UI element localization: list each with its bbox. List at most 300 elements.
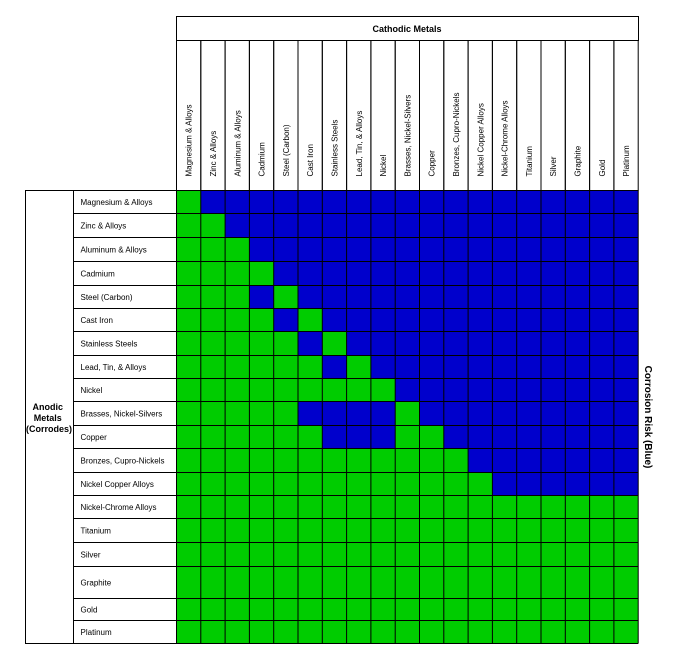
risk-cell [274, 309, 298, 332]
risk-cell [614, 473, 638, 496]
safe-cell [347, 567, 371, 599]
risk-cell [492, 449, 516, 473]
row-header-label: Lead, Tin, & Alloys [80, 363, 147, 372]
safe-cell [517, 519, 541, 543]
safe-cell [201, 286, 225, 309]
safe-cell [201, 449, 225, 473]
risk-cell [565, 309, 589, 332]
safe-cell [177, 238, 201, 262]
risk-cell [614, 309, 638, 332]
risk-cell [517, 356, 541, 379]
safe-cell [298, 496, 322, 519]
row-header-label: Nickel Copper Alloys [80, 480, 154, 489]
safe-cell [468, 599, 492, 621]
risk-cell [614, 402, 638, 426]
risk-cell [565, 332, 589, 356]
safe-cell [371, 473, 395, 496]
risk-cell [468, 214, 492, 238]
safe-cell [614, 519, 638, 543]
safe-cell [517, 599, 541, 621]
risk-cell [420, 191, 444, 214]
row-header-label: Graphite [80, 578, 112, 588]
safe-cell [225, 356, 249, 379]
risk-cell [517, 449, 541, 473]
safe-cell [274, 449, 298, 473]
safe-cell [565, 543, 589, 567]
risk-cell [492, 238, 516, 262]
safe-cell [298, 379, 322, 402]
risk-cell [347, 238, 371, 262]
safe-cell [322, 519, 346, 543]
safe-cell [347, 519, 371, 543]
risk-cell [444, 191, 468, 214]
risk-cell [298, 238, 322, 262]
risk-cell [614, 214, 638, 238]
safe-cell [444, 621, 468, 644]
risk-cell [590, 262, 614, 286]
risk-cell [492, 191, 516, 214]
safe-cell [541, 496, 565, 519]
safe-cell [590, 599, 614, 621]
safe-cell [517, 543, 541, 567]
risk-cell [420, 332, 444, 356]
safe-cell [225, 262, 249, 286]
column-header-label: Nickel Copper Alloys [476, 103, 486, 177]
risk-cell [541, 449, 565, 473]
safe-cell [395, 543, 419, 567]
safe-cell [225, 238, 249, 262]
safe-cell [274, 543, 298, 567]
risk-cell [590, 379, 614, 402]
risk-cell [614, 286, 638, 309]
column-header-label: Copper [427, 150, 437, 177]
risk-cell [541, 214, 565, 238]
risk-cell [590, 191, 614, 214]
risk-cell [249, 191, 273, 214]
risk-cell [517, 214, 541, 238]
column-header-label: Cadmium [257, 142, 267, 177]
risk-cell [614, 379, 638, 402]
risk-cell [444, 262, 468, 286]
safe-cell [468, 567, 492, 599]
safe-cell [225, 496, 249, 519]
row-header-label: Stainless Steels [80, 339, 138, 349]
safe-cell [249, 567, 273, 599]
risk-cell [371, 191, 395, 214]
risk-cell [298, 214, 322, 238]
risk-cell [517, 309, 541, 332]
safe-cell [298, 473, 322, 496]
safe-cell [298, 426, 322, 449]
column-header-label: Aluminum & Alloys [233, 110, 243, 177]
risk-cell [420, 214, 444, 238]
safe-cell [249, 262, 273, 286]
risk-cell [444, 379, 468, 402]
risk-cell [395, 356, 419, 379]
safe-cell [517, 567, 541, 599]
safe-cell [395, 599, 419, 621]
risk-cell [468, 286, 492, 309]
risk-cell [420, 402, 444, 426]
risk-cell [541, 191, 565, 214]
column-header-label: Stainless Steels [330, 119, 340, 177]
safe-cell [177, 286, 201, 309]
safe-cell [395, 473, 419, 496]
risk-cell [444, 214, 468, 238]
safe-cell [177, 191, 201, 214]
safe-cell [395, 567, 419, 599]
risk-cell [371, 309, 395, 332]
safe-cell [274, 519, 298, 543]
risk-cell [371, 262, 395, 286]
safe-cell [614, 567, 638, 599]
safe-cell [249, 543, 273, 567]
safe-cell [249, 496, 273, 519]
safe-cell [492, 496, 516, 519]
risk-cell [298, 402, 322, 426]
safe-cell [201, 238, 225, 262]
safe-cell [444, 599, 468, 621]
safe-cell [177, 309, 201, 332]
safe-cell [225, 567, 249, 599]
risk-cell [590, 332, 614, 356]
safe-cell [201, 332, 225, 356]
risk-cell [322, 214, 346, 238]
risk-cell [420, 262, 444, 286]
safe-cell [541, 519, 565, 543]
safe-cell [444, 473, 468, 496]
safe-cell [225, 543, 249, 567]
risk-cell [565, 214, 589, 238]
cathodic-header: Cathodic Metals [372, 24, 442, 34]
safe-cell [395, 621, 419, 644]
safe-cell [420, 426, 444, 449]
risk-cell [468, 191, 492, 214]
row-header-label: Steel (Carbon) [80, 293, 133, 302]
safe-cell [274, 473, 298, 496]
safe-cell [347, 379, 371, 402]
risk-cell [492, 332, 516, 356]
safe-cell [517, 496, 541, 519]
risk-cell [225, 214, 249, 238]
safe-cell [614, 621, 638, 644]
risk-cell [468, 449, 492, 473]
risk-cell [590, 426, 614, 449]
safe-cell [322, 543, 346, 567]
risk-cell [614, 238, 638, 262]
risk-cell [492, 356, 516, 379]
risk-cell [371, 402, 395, 426]
risk-cell [201, 191, 225, 214]
risk-cell [395, 262, 419, 286]
safe-cell [371, 567, 395, 599]
safe-cell [201, 599, 225, 621]
risk-cell [371, 356, 395, 379]
safe-cell [347, 543, 371, 567]
safe-cell [395, 426, 419, 449]
risk-cell [517, 262, 541, 286]
anodic-header-line-2: Metals [33, 413, 62, 423]
risk-cell [347, 262, 371, 286]
corrosion-risk-label: Corrosion Risk (Blue) [642, 365, 653, 469]
safe-cell [177, 519, 201, 543]
risk-cell [395, 238, 419, 262]
safe-cell [177, 379, 201, 402]
safe-cell [274, 496, 298, 519]
safe-cell [177, 402, 201, 426]
risk-cell [541, 262, 565, 286]
safe-cell [298, 309, 322, 332]
risk-cell [322, 286, 346, 309]
row-header-label: Titanium [80, 526, 111, 536]
risk-cell [322, 262, 346, 286]
safe-cell [249, 449, 273, 473]
safe-cell [274, 286, 298, 309]
safe-cell [225, 519, 249, 543]
risk-cell [541, 379, 565, 402]
column-header-label: Magnesium & Alloys [184, 104, 194, 177]
risk-cell [322, 356, 346, 379]
column-header-label: Brasses, Nickel-Silvers [403, 94, 413, 177]
risk-cell [590, 286, 614, 309]
risk-cell [322, 191, 346, 214]
safe-cell [225, 309, 249, 332]
risk-cell [347, 332, 371, 356]
safe-cell [614, 599, 638, 621]
safe-cell [590, 567, 614, 599]
risk-cell [590, 214, 614, 238]
risk-cell [541, 356, 565, 379]
safe-cell [347, 449, 371, 473]
safe-cell [201, 473, 225, 496]
risk-cell [614, 449, 638, 473]
safe-cell [249, 332, 273, 356]
risk-cell [565, 356, 589, 379]
risk-cell [371, 238, 395, 262]
risk-cell [274, 262, 298, 286]
risk-cell [444, 286, 468, 309]
safe-cell [565, 567, 589, 599]
safe-cell [565, 621, 589, 644]
safe-cell [201, 309, 225, 332]
safe-cell [492, 519, 516, 543]
safe-cell [492, 621, 516, 644]
risk-cell [517, 402, 541, 426]
safe-cell [274, 332, 298, 356]
risk-cell [517, 426, 541, 449]
anodic-header-line-3: (Corrodes) [25, 424, 73, 434]
risk-cell [444, 332, 468, 356]
risk-cell [395, 309, 419, 332]
safe-cell [201, 426, 225, 449]
safe-cell [201, 567, 225, 599]
safe-cell [201, 519, 225, 543]
safe-cell [201, 621, 225, 644]
risk-cell [444, 402, 468, 426]
safe-cell [614, 543, 638, 567]
safe-cell [225, 449, 249, 473]
risk-cell [322, 426, 346, 449]
risk-cell [590, 356, 614, 379]
risk-cell [590, 309, 614, 332]
risk-cell [468, 309, 492, 332]
safe-cell [322, 473, 346, 496]
risk-cell [614, 191, 638, 214]
risk-cell [468, 262, 492, 286]
risk-cell [565, 379, 589, 402]
risk-cell [468, 379, 492, 402]
safe-cell [468, 621, 492, 644]
risk-cell [565, 191, 589, 214]
safe-cell [177, 496, 201, 519]
safe-cell [444, 496, 468, 519]
risk-cell [298, 286, 322, 309]
risk-cell [395, 332, 419, 356]
risk-cell [347, 191, 371, 214]
safe-cell [177, 426, 201, 449]
safe-cell [249, 379, 273, 402]
safe-cell [225, 621, 249, 644]
safe-cell [614, 496, 638, 519]
safe-cell [201, 496, 225, 519]
risk-cell [468, 332, 492, 356]
risk-cell [590, 238, 614, 262]
column-header-label: Cast Iron [306, 144, 316, 177]
safe-cell [201, 262, 225, 286]
safe-cell [371, 599, 395, 621]
risk-cell [614, 426, 638, 449]
risk-cell [492, 286, 516, 309]
risk-cell [517, 191, 541, 214]
risk-cell [444, 356, 468, 379]
safe-cell [541, 621, 565, 644]
column-header-label: Graphite [573, 145, 583, 177]
risk-cell [541, 332, 565, 356]
safe-cell [444, 567, 468, 599]
row-header-label: Nickel [80, 386, 103, 395]
safe-cell [395, 496, 419, 519]
risk-cell [444, 238, 468, 262]
risk-cell [347, 402, 371, 426]
row-header-label: Platinum [80, 628, 112, 637]
safe-cell [420, 449, 444, 473]
risk-cell [565, 449, 589, 473]
risk-cell [541, 238, 565, 262]
row-header-label: Magnesium & Alloys [80, 198, 153, 207]
safe-cell [201, 402, 225, 426]
safe-cell [492, 599, 516, 621]
safe-cell [590, 519, 614, 543]
risk-cell [492, 426, 516, 449]
risk-cell [565, 426, 589, 449]
safe-cell [249, 402, 273, 426]
risk-cell [322, 309, 346, 332]
risk-cell [541, 309, 565, 332]
risk-cell [420, 379, 444, 402]
safe-cell [249, 426, 273, 449]
risk-cell [565, 473, 589, 496]
safe-cell [177, 567, 201, 599]
safe-cell [177, 449, 201, 473]
safe-cell [565, 519, 589, 543]
risk-cell [492, 309, 516, 332]
safe-cell [249, 356, 273, 379]
risk-cell [468, 402, 492, 426]
safe-cell [468, 519, 492, 543]
safe-cell [322, 379, 346, 402]
risk-cell [541, 286, 565, 309]
risk-cell [614, 332, 638, 356]
row-header-label: Zinc & Alloys [80, 221, 127, 231]
risk-cell [420, 356, 444, 379]
safe-cell [322, 621, 346, 644]
safe-cell [590, 621, 614, 644]
safe-cell [492, 567, 516, 599]
risk-cell [395, 286, 419, 309]
column-header-label: Zinc & Alloys [208, 130, 218, 177]
column-header-label: Platinum [622, 145, 632, 177]
safe-cell [420, 519, 444, 543]
risk-cell [444, 309, 468, 332]
risk-cell [347, 309, 371, 332]
safe-cell [274, 426, 298, 449]
risk-cell [492, 402, 516, 426]
safe-cell [274, 356, 298, 379]
risk-cell [420, 238, 444, 262]
safe-cell [177, 356, 201, 379]
safe-cell [298, 599, 322, 621]
risk-cell [249, 286, 273, 309]
risk-cell [371, 332, 395, 356]
row-header-label: Silver [80, 550, 101, 560]
risk-cell [395, 214, 419, 238]
safe-cell [395, 402, 419, 426]
risk-cell [541, 426, 565, 449]
safe-cell [298, 519, 322, 543]
safe-cell [541, 567, 565, 599]
safe-cell [371, 621, 395, 644]
risk-cell [517, 379, 541, 402]
risk-cell [347, 426, 371, 449]
safe-cell [177, 262, 201, 286]
safe-cell [395, 449, 419, 473]
safe-cell [590, 496, 614, 519]
risk-cell [468, 426, 492, 449]
safe-cell [322, 449, 346, 473]
risk-cell [274, 238, 298, 262]
risk-cell [517, 286, 541, 309]
column-header-label: Silver [549, 156, 559, 177]
safe-cell [444, 449, 468, 473]
safe-cell [492, 543, 516, 567]
risk-cell [249, 214, 273, 238]
risk-cell [420, 309, 444, 332]
risk-cell [298, 262, 322, 286]
safe-cell [590, 543, 614, 567]
safe-cell [322, 599, 346, 621]
safe-cell [274, 621, 298, 644]
safe-cell [201, 543, 225, 567]
safe-cell [395, 519, 419, 543]
safe-cell [177, 214, 201, 238]
safe-cell [322, 332, 346, 356]
row-header-label: Cadmium [80, 269, 115, 279]
safe-cell [565, 599, 589, 621]
safe-cell [225, 332, 249, 356]
safe-cell [371, 519, 395, 543]
safe-cell [347, 473, 371, 496]
risk-cell [492, 473, 516, 496]
